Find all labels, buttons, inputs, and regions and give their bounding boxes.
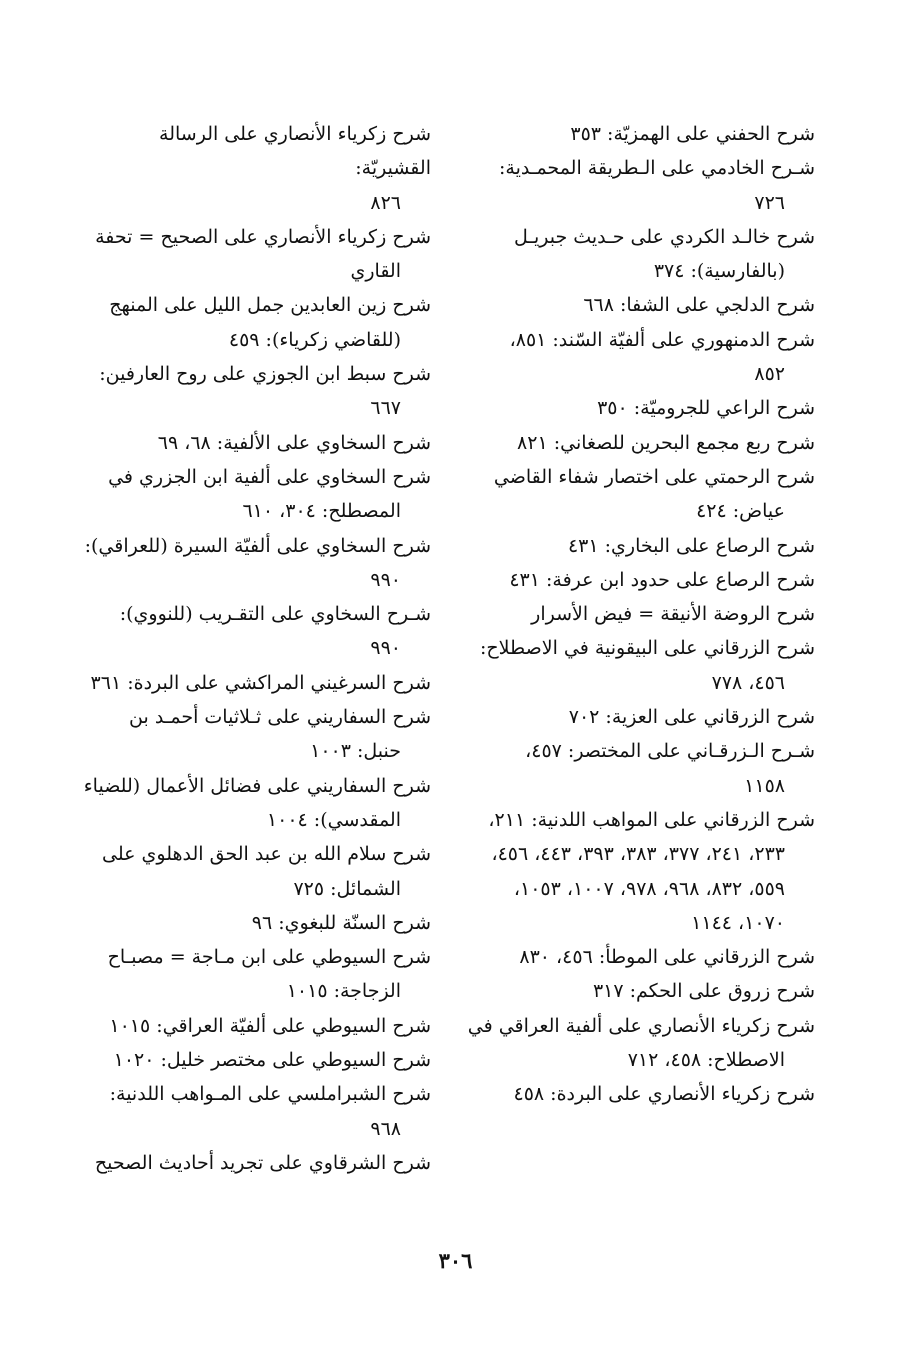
index-entry: [463, 391, 815, 425]
index-entry: [463, 563, 815, 597]
index-entry-title: شرح الروضة الأنيقة = فيض الأسرار: [531, 603, 815, 626]
index-entry-title: شرح زكرياء الأنصاري على البردة: ٤٥٨: [513, 1083, 815, 1106]
index-entry: [79, 117, 431, 220]
index-entry: [463, 974, 815, 1008]
index-column-right: [463, 117, 815, 1112]
index-entry-title: شرح السيوطي على ألفيّة العراقي: ١٠١٥: [109, 1014, 431, 1037]
index-entry: [463, 803, 815, 940]
index-entry-title: شرح الشرقاوي على تجريد أحاديث الصحيح: [94, 1151, 431, 1174]
index-entry-title: شرح الراعي للجروميّة: ٣٥٠: [597, 397, 815, 420]
index-entry-pages: ٩٩٠: [370, 637, 401, 660]
index-entry: [463, 117, 815, 151]
index-entry-pages: ٩٩٠: [370, 568, 401, 591]
index-entry: [463, 288, 815, 322]
index-entry-pages: حنبل: ١٠٠٣: [310, 740, 401, 763]
index-entry-title: شرح السخاوي على ألفيّة السيرة (للعراقي):: [84, 534, 431, 557]
index-entry-title: شرح الدمنهوري على ألفيّة السّند: ٨٥١،: [509, 328, 815, 351]
index-entry: [463, 323, 815, 392]
index-entry-title: شرح الزرقاني على البيقونية في الاصطلاح:: [480, 637, 815, 660]
index-entry-title: شرح السخاوي على ألفية ابن الجزري في: [108, 465, 431, 488]
index-entry: [463, 151, 815, 220]
index-entry: [79, 597, 431, 666]
index-entry-pages: ٨٢٦: [370, 191, 401, 214]
index-entry-pages: المقدسي): ١٠٠٤: [266, 808, 401, 831]
index-entry-title: شرح السيوطي على ابن مـاجة = مصبـاح: [107, 946, 431, 969]
index-entry: [463, 597, 815, 631]
index-entry-pages: ١١٥٨: [744, 774, 785, 797]
index-entry: [79, 220, 431, 289]
index-entry-title: شرح الحفني على الهمزيّة: ٣٥٣: [570, 123, 815, 145]
index-entry-title: شرح الزرقاني على الموطأ: ٤٥٦، ٨٣٠: [519, 946, 815, 969]
index-entry-pages: عياض: ٤٢٤: [696, 500, 785, 523]
index-entry: [79, 1077, 431, 1146]
index-entry: [463, 940, 815, 974]
index-entry: [463, 460, 815, 529]
index-entry: [463, 426, 815, 460]
index-entry-pages: ٢٣٣، ٢٤١، ٣٧٧، ٣٨٣، ٣٩٣، ٤٤٣، ٤٥٦، ٥٥٩، ٨٣٢، ٩٦٨، ٩٧٨، ١٠٠٧، ١٠٥٣، ١٠٧٠، ١١٤٤: [491, 843, 785, 934]
index-entry-title: شرح السرغيني المراكشي على البردة: ٣٦١: [90, 671, 431, 694]
index-entry-pages: المصطلح: ٣٠٤، ٦١٠: [242, 500, 401, 523]
index-entry: [79, 426, 431, 460]
index-entry: [463, 734, 815, 803]
index-column-left: [79, 117, 431, 1180]
index-entry-pages: الاصطلاح: ٤٥٨، ٧١٢: [627, 1049, 785, 1072]
index-entry: [79, 666, 431, 700]
index-entry-pages: (للقاضي زكرياء): ٤٥٩: [228, 328, 401, 351]
index-entry: [463, 700, 815, 734]
index-entry-pages: ٦٦٧: [370, 397, 401, 420]
index-entry-pages: ٩٦٨: [370, 1117, 401, 1140]
index-entry-title: شرح الشبراملسي على المـواهب اللدنية:: [109, 1083, 431, 1106]
index-entry-title: شـرح السخاوي على التقـريب (للنووي):: [119, 603, 431, 626]
index-entry-title: شرح خالـد الكردي على حـديث جبريـل: [513, 225, 815, 248]
index-entry: [79, 460, 431, 529]
index-entry-title: شرح الرصاع على حدود ابن عرفة: ٤٣١: [509, 568, 815, 591]
index-entry: [79, 940, 431, 1009]
index-entry-pages: الزجاجة: ١٠١٥: [286, 980, 401, 1003]
index-entry-title: شرح الرحمتي على اختصار شفاء القاضي: [493, 465, 815, 488]
index-entry: [79, 529, 431, 598]
index-entry: [463, 631, 815, 700]
index-entry: [463, 220, 815, 289]
index-entry-title: شرح السخاوي على الألفية: ٦٨، ٦٩: [157, 431, 431, 454]
index-entry-title: شرح السفاريني على فضائل الأعمال (للضياء: [83, 774, 431, 797]
index-entry: [79, 1043, 431, 1077]
index-entry-title: شرح زروق على الحكم: ٣١٧: [592, 980, 815, 1003]
index-entry-pages: ٧٢٦: [754, 191, 785, 214]
index-entry: [79, 837, 431, 906]
page-number: ٣٠٦: [438, 1248, 473, 1273]
index-entry: [79, 906, 431, 940]
index-entry-title: شـرح الـزرقـاني على المختصر: ٤٥٧،: [525, 740, 815, 763]
index-entry: [79, 288, 431, 357]
index-entry-pages: الشمائل: ٧٢٥: [293, 877, 401, 900]
index-entry: [463, 529, 815, 563]
index-entry-title: شرح الزرقاني على العزية: ٧٠٢: [568, 706, 815, 729]
index-entry: [79, 769, 431, 838]
index-entry-title: شرح الدلجي على الشفا: ٦٦٨: [583, 294, 815, 317]
index-entry-title: شرح سلام الله بن عبد الحق الدهلوي على: [102, 843, 431, 866]
index-entry: [79, 357, 431, 426]
index-entry: [463, 1009, 815, 1078]
index-entry-title: شرح زكرياء الأنصاري على الصحيح = تحفة: [95, 225, 431, 248]
index-entry-title: شرح السنّة للبغوي: ٩٦: [251, 911, 431, 934]
index-entry-title: شرح الزرقاني على المواهب اللدنية: ٢١١،: [488, 808, 815, 831]
index-entry-title: شرح زكرياء الأنصاري على الرسالة القشيريّة:: [159, 123, 431, 180]
index-entry: [79, 1146, 431, 1180]
index-entry-title: شرح السيوطي على مختصر خليل: ١٠٢٠: [113, 1049, 431, 1072]
index-entry-title: شرح السفاريني على ثـلاثيات أحمـد بن: [129, 706, 431, 729]
index-entry: [463, 1077, 815, 1111]
index-entry-title: شرح زكرياء الأنصاري على ألفية العراقي في: [467, 1014, 815, 1037]
index-entry-title: شرح ربع مجمع البحرين للصغاني: ٨٢١: [517, 431, 815, 454]
index-entry-title: شرح الرصاع على البخاري: ٤٣١: [567, 534, 815, 557]
index-entry-title: شرح سبط ابن الجوزي على روح العارفين:: [99, 363, 431, 386]
index-entry-title: شـرح الخادمي على الـطريقة المحمـدية:: [499, 157, 815, 180]
index-entry-pages: (بالفارسية): ٣٧٤: [653, 260, 785, 283]
index-entry-title: شرح زين العابدين جمل الليل على المنهج: [109, 294, 431, 317]
index-entry-pages: القاري: [350, 260, 401, 283]
index-entry-pages: ٨٥٢: [754, 363, 785, 386]
index-entry: [79, 1009, 431, 1043]
index-entry-pages: ٤٥٦، ٧٧٨: [711, 671, 785, 694]
index-entry: [79, 700, 431, 769]
